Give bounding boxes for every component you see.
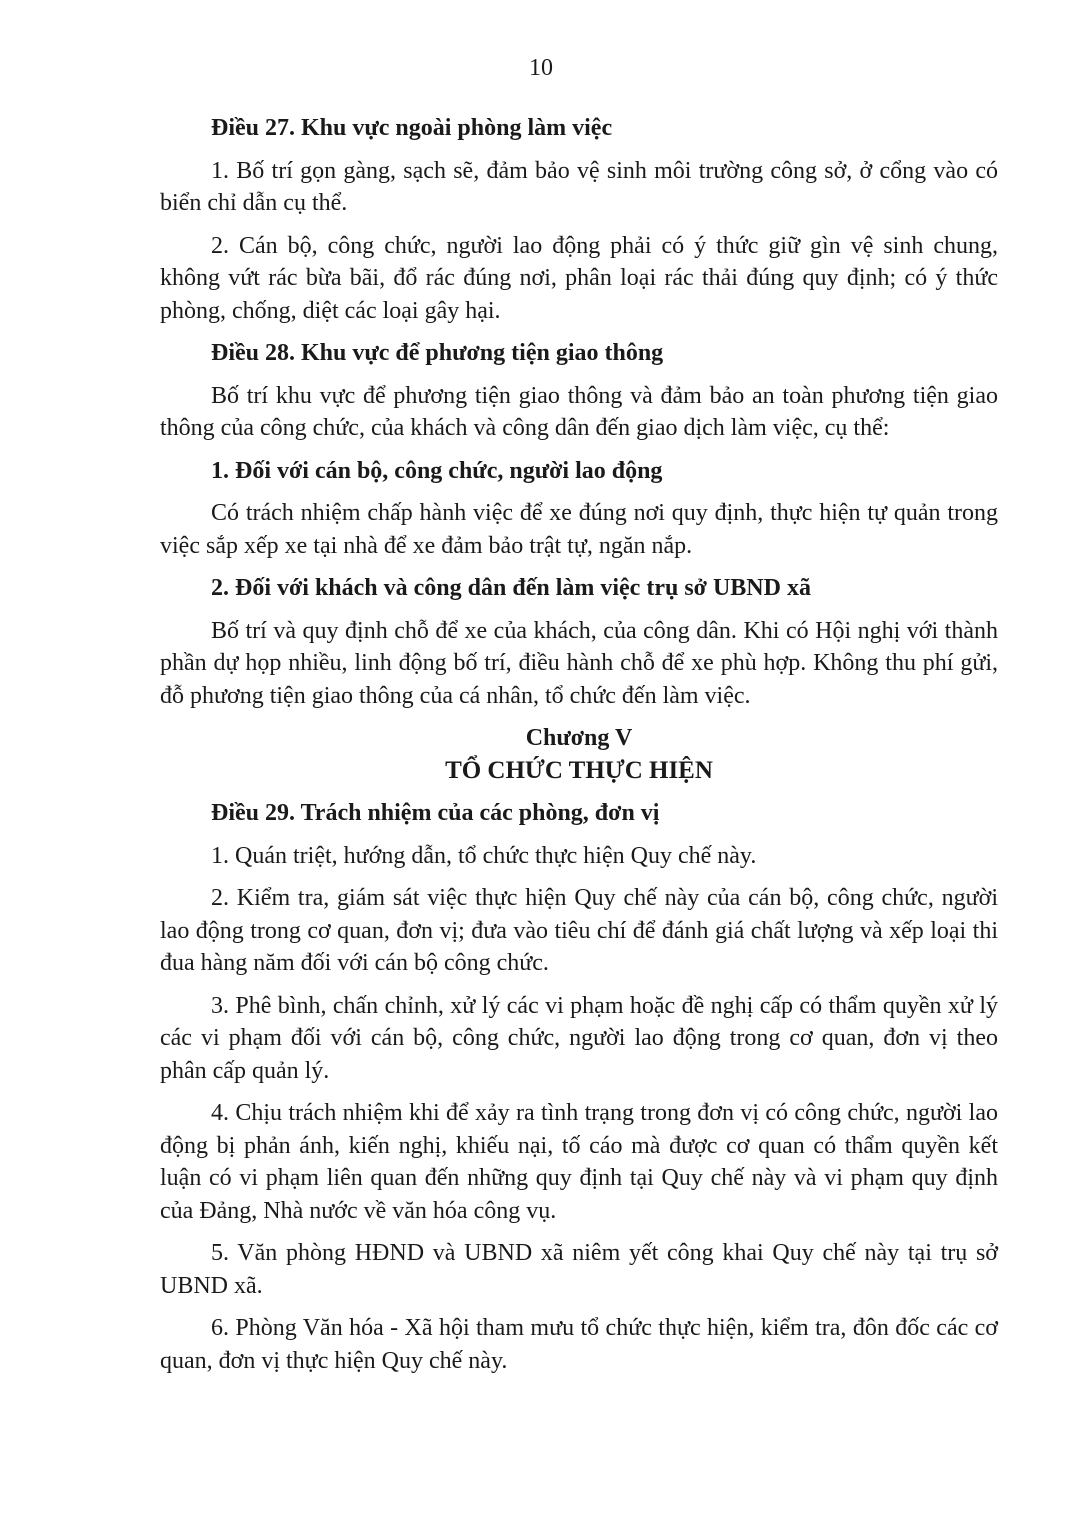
page-number: 10 — [529, 55, 553, 81]
article-28-heading: Điều 28. Khu vực để phương tiện giao thông — [211, 340, 664, 366]
article-29-clause-2: 2. Kiểm tra, giám sát việc thực hiện Quy chế này của cán bộ, công chức, người lao động trong cơ quan, đơn vị; đưa vào tiêu chí để đánh giá chất lượng và xếp loại thi đua hàng năm đối với cán bộ công chức. — [160, 885, 998, 976]
article-27-clause-1: 1. Bố trí gọn gàng, sạch sẽ, đảm bảo vệ sinh môi trường công sở, ở cổng vào có biển chỉ dẫn cụ thể. — [160, 157, 998, 216]
article-27-heading: Điều 27. Khu vực ngoài phòng làm việc — [211, 115, 613, 141]
document-body — [160, 112, 998, 1387]
article-29-heading: Điều 29. Trách nhiệm của các phòng, đơn vị — [211, 800, 660, 826]
chapter-label: Chương V — [525, 725, 633, 751]
chapter-title: TỔ CHỨC THỰC HIỆN — [445, 756, 713, 784]
article-29-clause-1: 1. Quán triệt, hướng dẫn, tổ chức thực hiện Quy chế này. — [211, 842, 757, 869]
article-28-subheading-1: 1. Đối với cán bộ, công chức, người lao động — [211, 457, 663, 484]
article-29-clause-3: 3. Phê bình, chấn chỉnh, xử lý các vi phạm hoặc đề nghị cấp có thẩm quyền xử lý các vi phạm đối với cán bộ, công chức, người lao động trong cơ quan, đơn vị theo phân cấp quản lý. — [160, 992, 998, 1084]
article-28-subclause-1: Có trách nhiệm chấp hành việc để xe đúng nơi quy định, thực hiện tự quản trong việc sắp xếp xe tại nhà để xe đảm bảo trật tự, ngăn nắp. — [160, 500, 998, 559]
article-28-intro: Bố trí khu vực để phương tiện giao thông và đảm bảo an toàn phương tiện giao thông của công chức, của khách và công dân đến giao dịch làm việc, cụ thể: — [160, 382, 998, 441]
article-29-clause-6: 6. Phòng Văn hóa - Xã hội tham mưu tổ chức thực hiện, kiểm tra, đôn đốc các cơ quan, đơn vị thực hiện Quy chế này. — [160, 1315, 998, 1374]
article-27-clause-2: 2. Cán bộ, công chức, người lao động phải có ý thức giữ gìn vệ sinh chung, không vứt rác bừa bãi, đổ rác đúng nơi, phân loại rác thải đúng quy định; có ý thức phòng, chống, diệt các loại gây hại. — [160, 232, 998, 324]
article-29-clause-5: 5. Văn phòng HĐND và UBND xã niêm yết công khai Quy chế này tại trụ sở UBND xã. — [160, 1240, 998, 1299]
article-29-clause-4: 4. Chịu trách nhiệm khi để xảy ra tình trạng trong đơn vị có công chức, người lao động bị phản ánh, kiến nghị, khiếu nại, tố cáo mà được cơ quan có thẩm quyền kết luận có vi phạm liên quan đến những quy định tại Quy chế này và vi phạm quy định của Đảng, Nhà nước về văn hóa công vụ. — [160, 1100, 998, 1224]
article-28-subheading-2: 2. Đối với khách và công dân đến làm việc trụ sở UBND xã — [211, 575, 811, 601]
article-28-subclause-2: Bố trí và quy định chỗ để xe của khách, của công dân. Khi có Hội nghị với thành phần dự họp nhiều, linh động bố trí, điều hành chỗ để xe phù hợp. Không thu phí gửi, đỗ phương tiện giao thông của cá nhân, tổ chức đến làm việc. — [160, 617, 998, 709]
